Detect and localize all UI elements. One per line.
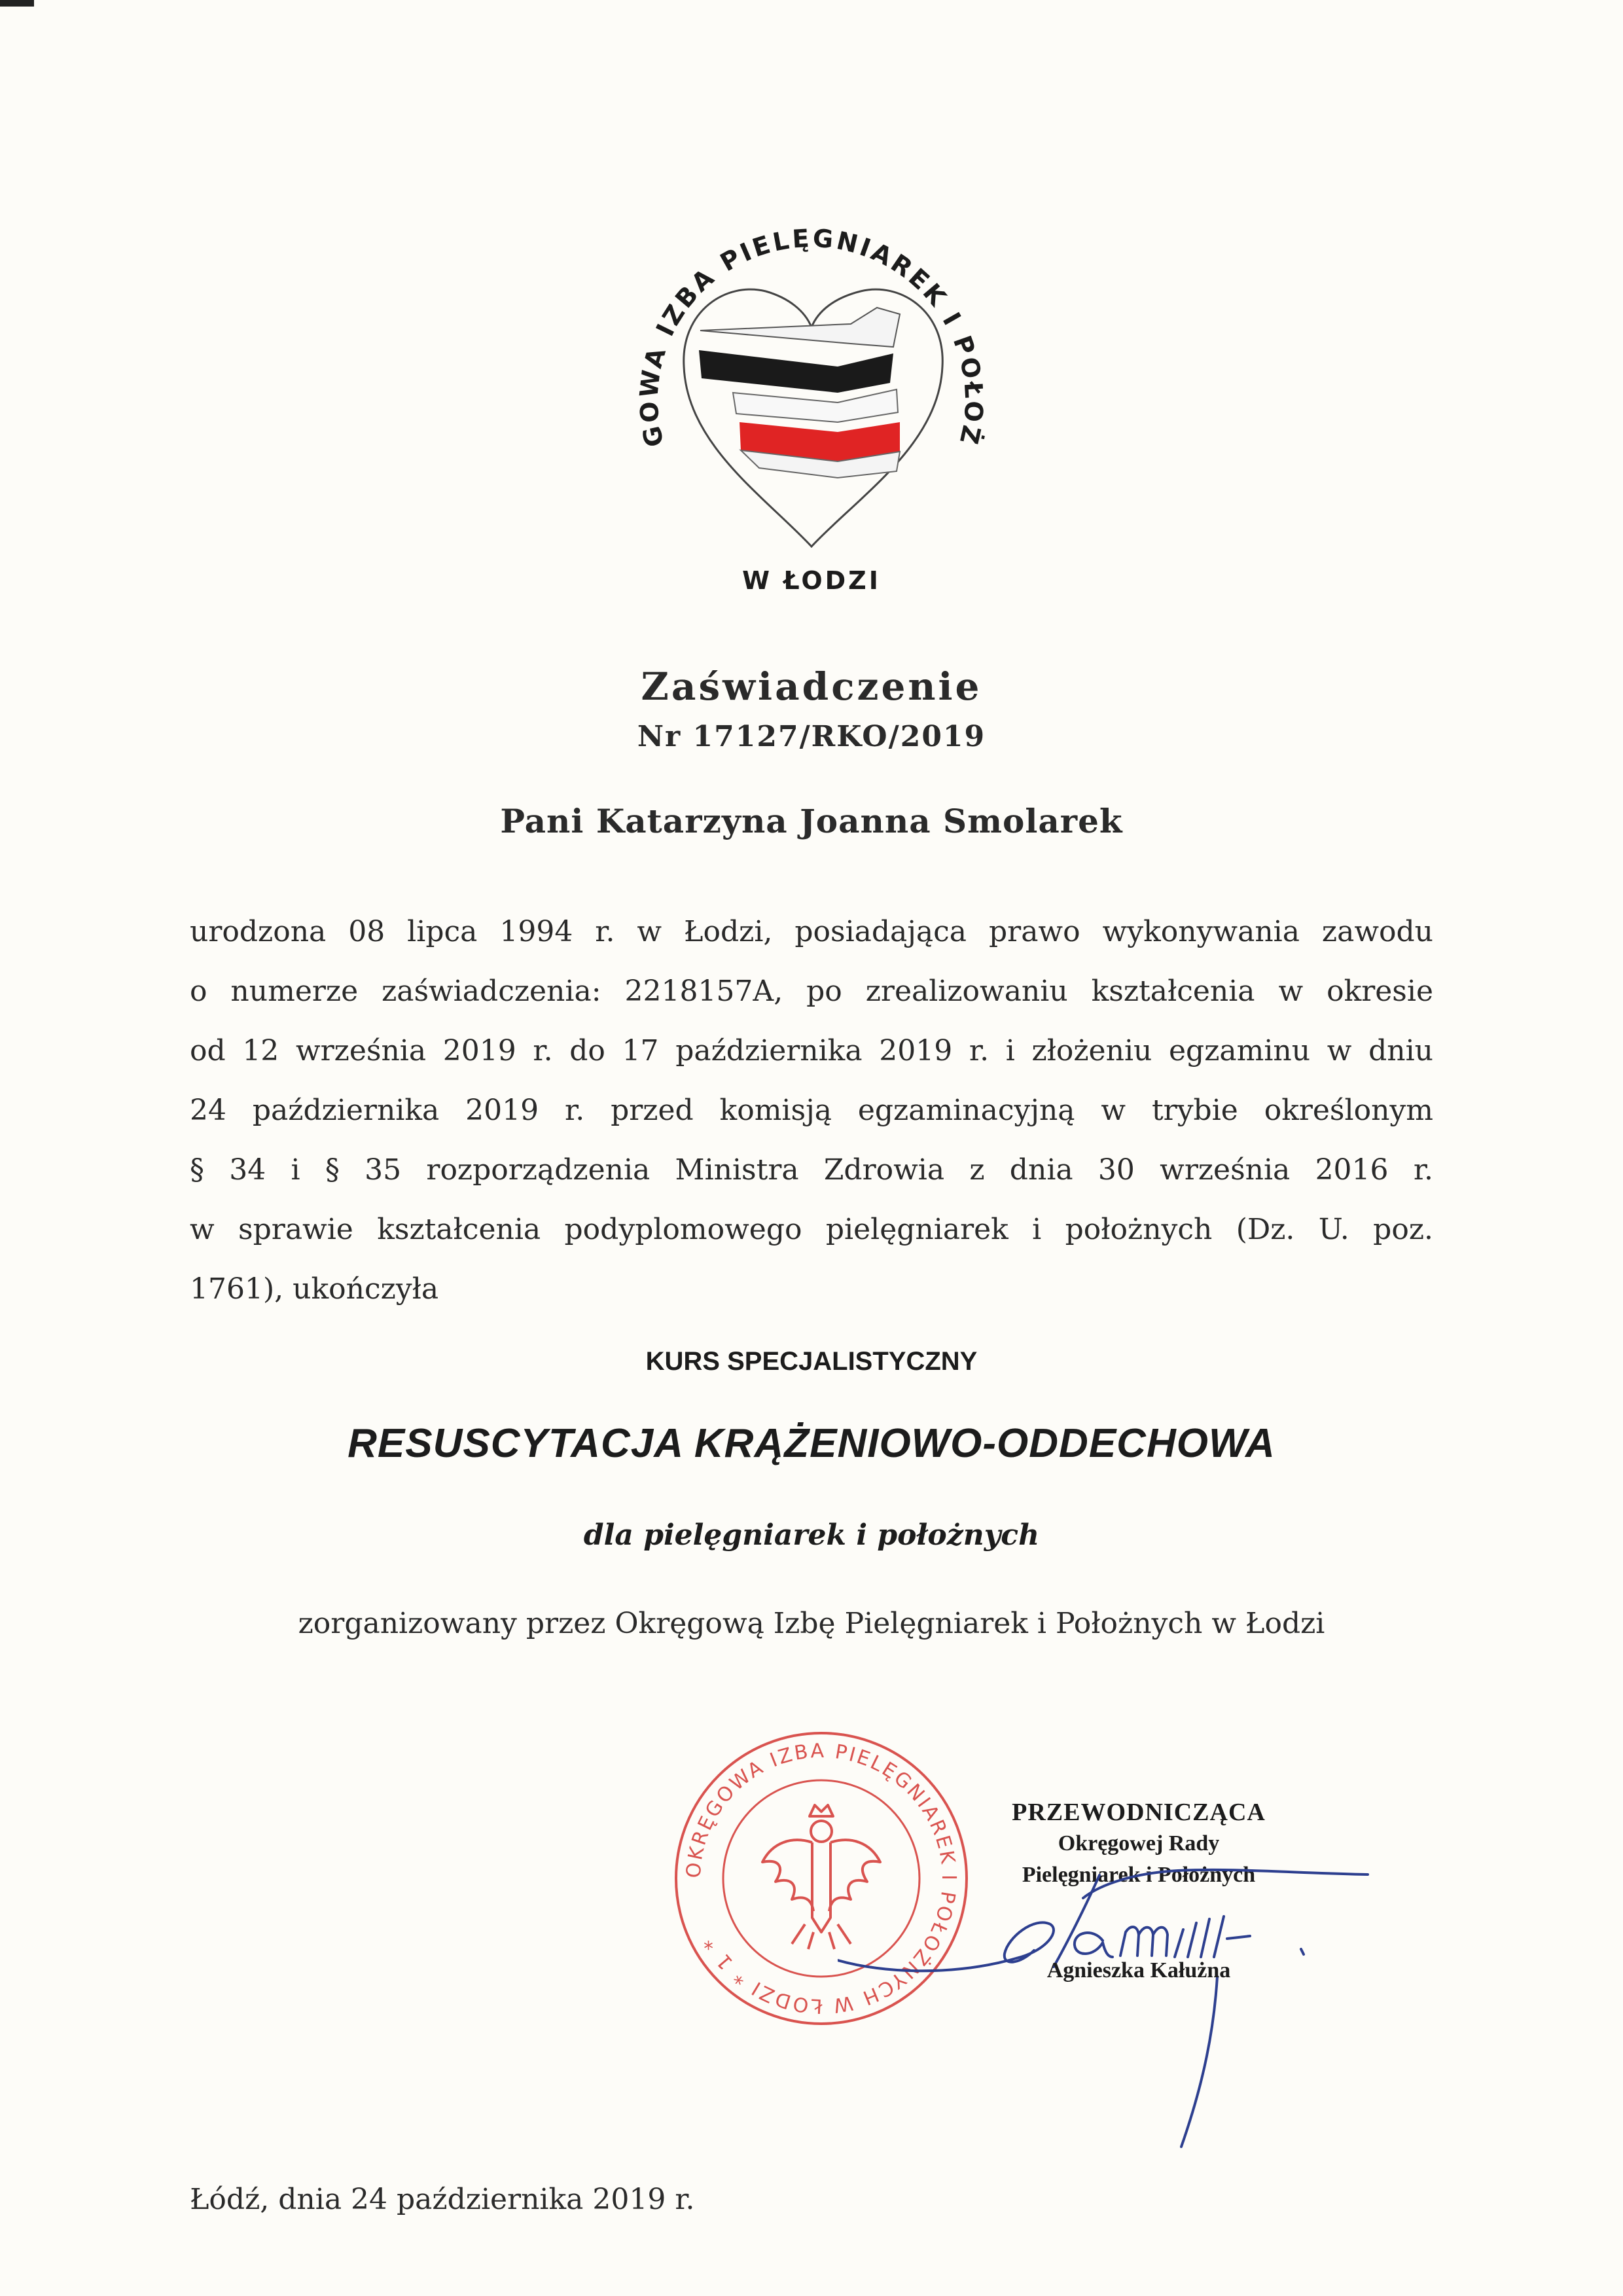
signer-role: PRZEWODNICZĄCA [1012,1799,1266,1826]
signer-chamber: Pielęgniarek i Położnych [1022,1863,1256,1887]
document-title: Zaświadczenie [641,664,982,709]
body-line: 1761), ukończyła [190,1272,439,1306]
course-organizer: zorganizowany przez Okręgową Izbę Pielęgniarek i Położnych w Łodzi [298,1607,1325,1640]
black-band [699,350,893,393]
signer-name: Agnieszka Kałużna [1046,1958,1231,1982]
stamp-text: OKRĘGOWA IZBA PIELĘGNIAREK I POŁOŻNYCH W ŁODZI * 1 * [682,1739,961,2018]
course-name: RESUSCYTACJA KRĄŻENIOWO-ODDECHOWA [348,1421,1275,1466]
body-line: o numerze zaświadczenia: 2218157A, po zrealizowaniu kształcenia w okresie [190,975,1433,1008]
recipient-name: Pani Katarzyna Joanna Smolarek [500,802,1123,840]
body-line: urodzona 08 lipca 1994 r. w Łodzi, posiadająca prawo wykonywania zawodu [190,915,1433,948]
body-line: 24 października 2019 r. przed komisją egzaminacyjną w trybie określonym [190,1094,1433,1127]
place-and-date: Łódź, dnia 24 października 2019 r. [190,2183,695,2216]
chamber-logo-graphic [602,170,1021,628]
course-type: KURS SPECJALISTYCZNY [645,1347,978,1376]
body-line: § 34 i § 35 rozporządzenia Ministra Zdrowia z dnia 30 września 2016 r. [190,1153,1433,1187]
course-audience: dla pielęgniarek i położnych [583,1518,1040,1552]
scan-corner-mark [0,0,34,7]
logo-circle-text: GOWA IZBA PIELĘGNIAREK I POŁOŻ [634,223,989,450]
body-line: w sprawie kształcenia podyplomowego pielęgniarek i położnych (Dz. U. poz. [190,1213,1433,1246]
signer-council: Okręgowej Rady [1058,1831,1220,1856]
logo-bottom-text: W ŁODZI [742,566,881,595]
chamber-logo [602,170,1021,628]
certificate-body [190,902,1433,1319]
body-line: od 12 września 2019 r. do 17 października 2019 r. i złożeniu egzaminu w dniu [190,1034,1433,1067]
document-number: Nr 17127/RKO/2019 [637,720,986,753]
handwritten-signature [838,1859,1400,2160]
